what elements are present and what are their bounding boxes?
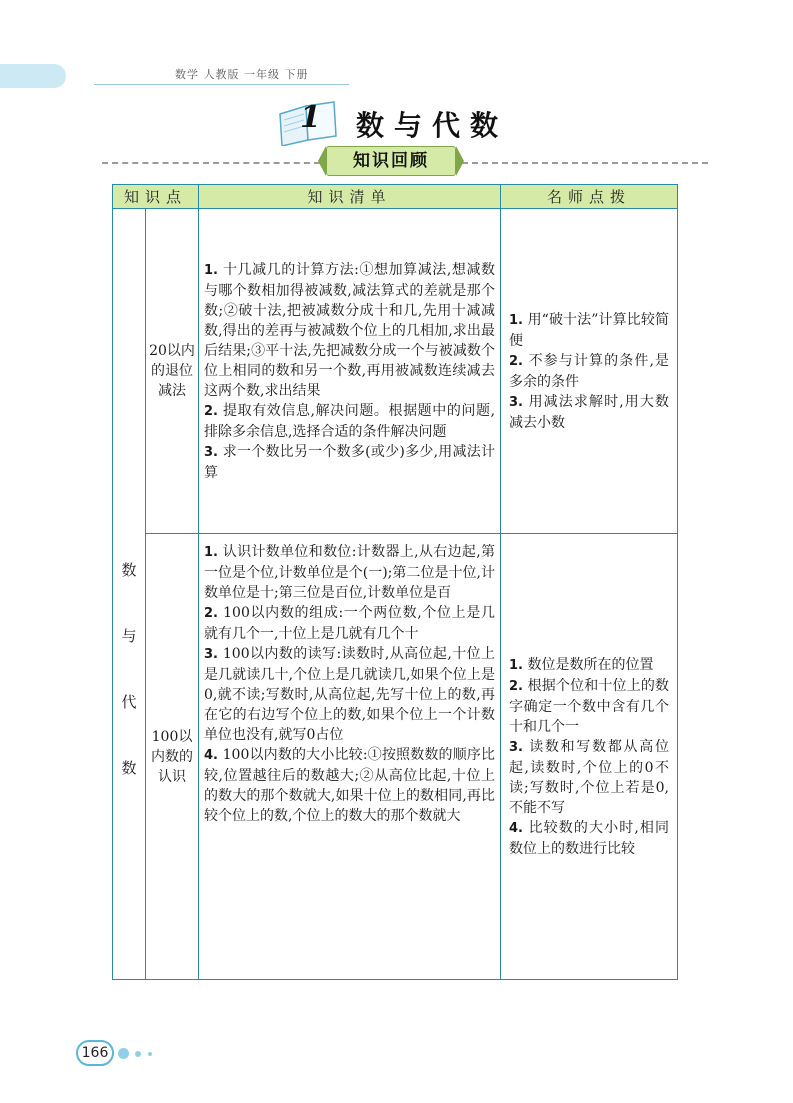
- tip-item: 1. 数位是数所在的位置: [509, 656, 654, 673]
- section-title-badge: 知识回顾: [326, 146, 456, 176]
- main-topic-cell: [113, 209, 146, 980]
- badge-ribbon-right: [456, 146, 464, 176]
- running-head: 数学 人教版 一年级 下册: [175, 68, 309, 81]
- chapter-title: 数与代数: [356, 109, 509, 142]
- main-topic-char: 数: [121, 759, 137, 777]
- list-item: 3. 求一个数比另一个数多(或少)多少,用减法计算: [204, 443, 496, 481]
- header-knowledge-list: 知识清单: [199, 185, 501, 209]
- list-item: 1. 十几减几的计算方法:①想加算减法,想减数与哪个数相加得被减数,减法算式的差就是那个数;②破十法,把被减数分成十和几,先用十减减数,得出的差再与被减数个位上的几相加,求出最后结果;③平十法,先把减数分成一个与被减数个位上相同的数和另一个数,再用被减数连续减去这两个数,求出结果: [204, 261, 496, 399]
- footer-dot-decoration: [118, 1048, 129, 1059]
- tip-item: 4. 比较数的大小时,相同数位上的数进行比较: [509, 819, 670, 857]
- subtopic-cell: 20以内的退位减法: [146, 209, 199, 534]
- knowledge-list-cell: [199, 534, 501, 980]
- list-item: 2. 提取有效信息,解决问题。根据题中的问题,排除多余信息,选择合适的条件解决问题: [204, 402, 496, 440]
- main-topic-char: 代: [121, 693, 137, 711]
- section-divider-right: [462, 162, 708, 164]
- table-header-row: [113, 185, 678, 209]
- main-topic-char: 与: [121, 627, 137, 645]
- header-rule: [94, 84, 349, 85]
- footer-dot-decoration: [135, 1051, 141, 1057]
- teacher-tips-cell: [501, 209, 678, 534]
- tip-item: 3. 用减法求解时,用大数减去小数: [509, 393, 670, 431]
- tip-item: 2. 根据个位和十位上的数字确定一个数中含有几个十和几个一: [509, 677, 670, 735]
- teacher-tips-cell: [501, 534, 678, 980]
- page-number: 166: [76, 1040, 114, 1066]
- knowledge-table: [112, 184, 678, 980]
- knowledge-list-cell: [199, 209, 501, 534]
- subtopic-cell: 100以内数的认识: [146, 534, 199, 980]
- header-teacher-tips: 名师点拨: [501, 185, 678, 209]
- badge-ribbon-left: [318, 146, 326, 176]
- footer-dot-decoration: [148, 1052, 152, 1056]
- section-divider-left: [102, 162, 320, 164]
- chapter-number: 1: [300, 100, 321, 135]
- main-topic-char: 数: [121, 561, 137, 579]
- tip-item: 2. 不参与计算的条件,是多余的条件: [509, 352, 670, 390]
- tip-item: 1. 用“破十法”计算比较简便: [509, 311, 669, 349]
- table-row: [113, 534, 678, 980]
- table-row: [113, 209, 678, 534]
- list-item: 3. 100以内数的读写:读数时,从高位起,十位上是几就读几十,个位上是几就读几,如果个位上是0,就不读;写数时,从高位起,先写十位上的数,再在它的右边写个位上的数,如果个位上一个计数单位也没有,就写0占位: [204, 646, 496, 743]
- tip-item: 3. 读数和写数都从高位起,读数时,个位上的0不读;写数时,个位上若是0,不能不写: [509, 738, 670, 816]
- list-item: 2. 100以内数的组成:一个两位数,个位上是几就有几个一,十位上是几就有几个十: [204, 605, 496, 642]
- list-item: 4. 100以内数的大小比较:①按照数数的顺序比较,位置越往后的数越大;②从高位比起,十位上的数大的那个数就大,如果十位上的数相同,再比较个位上的数,个位上的数大的那个数就大: [204, 747, 496, 824]
- header-knowledge-point: 知识点: [113, 185, 199, 209]
- top-tab-decoration: [0, 64, 66, 88]
- list-item: 1. 认识计数单位和数位:计数器上,从右边起,第一位是个位,计数单位是个(一);第二位是十位,计数单位是十;第三位是百位,计数单位是百: [204, 544, 496, 601]
